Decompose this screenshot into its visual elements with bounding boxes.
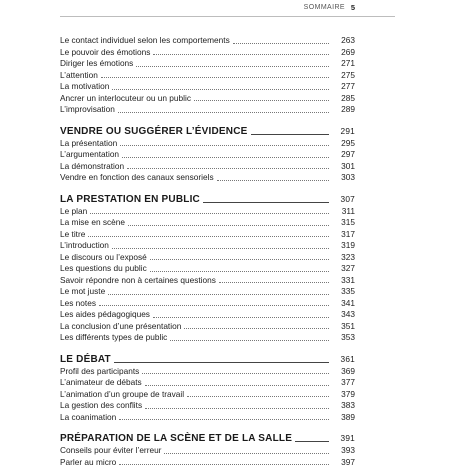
toc-entry[interactable] (60, 149, 355, 161)
section-rule (114, 362, 329, 363)
toc-entry[interactable] (60, 229, 355, 241)
dot-leader (119, 464, 329, 465)
toc-section-heading[interactable] (60, 193, 355, 206)
entry-title: La mise en scène (60, 217, 125, 229)
entry-title: Profil des participants (60, 366, 139, 378)
toc-entry[interactable] (60, 377, 355, 389)
entry-page-number: 353 (333, 332, 355, 344)
toc-section-heading[interactable] (60, 125, 355, 138)
toc-entry[interactable] (60, 138, 355, 150)
toc-section-heading[interactable] (60, 432, 355, 445)
dot-leader (112, 89, 329, 90)
section-title: LE DÉBAT (60, 353, 111, 366)
entry-page-number: 327 (333, 263, 355, 275)
entry-page-number: 317 (333, 229, 355, 241)
dot-leader (112, 248, 329, 249)
section-rule (295, 441, 329, 442)
entry-title: Les différents types de public (60, 332, 167, 344)
entry-title: Savoir répondre non à certaines questions (60, 275, 216, 287)
dot-leader (150, 259, 329, 260)
entry-page-number: 301 (333, 161, 355, 173)
dot-leader (219, 282, 329, 283)
page-header (60, 4, 395, 17)
entry-page-number: 369 (333, 366, 355, 378)
dot-leader (233, 43, 329, 44)
toc-entry[interactable] (60, 240, 355, 252)
dot-leader (136, 66, 329, 67)
entry-title: Le pouvoir des émotions (60, 47, 150, 59)
entry-title: L’animateur de débats (60, 377, 142, 389)
entry-page-number: 303 (333, 172, 355, 184)
toc-entry[interactable] (60, 298, 355, 310)
entry-title: Conseils pour éviter l’erreur (60, 445, 161, 457)
running-header-title: SOMMAIRE (304, 4, 345, 11)
section-page-number: 291 (333, 125, 355, 138)
entry-title: Le plan (60, 206, 87, 218)
dot-leader (142, 373, 329, 374)
entry-title: L’argumentation (60, 149, 119, 161)
toc-entry[interactable] (60, 172, 355, 184)
entry-title: Le mot juste (60, 286, 105, 298)
entry-page-number: 323 (333, 252, 355, 264)
toc-entry[interactable] (60, 47, 355, 59)
toc-entry[interactable] (60, 321, 355, 333)
dot-leader (99, 305, 329, 306)
section-page-number: 361 (333, 353, 355, 366)
toc-entry[interactable] (60, 412, 355, 424)
toc-entry[interactable] (60, 309, 355, 321)
entry-title: La conclusion d’une présentation (60, 321, 181, 333)
section-spacer (60, 423, 355, 432)
toc-entry[interactable] (60, 366, 355, 378)
toc-entry[interactable] (60, 161, 355, 173)
section-page-number: 391 (333, 432, 355, 445)
entry-title: L’attention (60, 70, 98, 82)
toc-entry[interactable] (60, 217, 355, 229)
dot-leader (88, 236, 329, 237)
toc-entry[interactable] (60, 445, 355, 457)
section-rule (251, 134, 330, 135)
toc-section-heading[interactable] (60, 353, 355, 366)
toc-entry[interactable] (60, 252, 355, 264)
toc-entry[interactable] (60, 104, 355, 116)
entry-title: La démonstration (60, 161, 124, 173)
entry-title: Ancrer un interlocuteur ou un public (60, 93, 191, 105)
entry-page-number: 397 (333, 457, 355, 468)
section-page-number: 307 (333, 193, 355, 206)
entry-page-number: 315 (333, 217, 355, 229)
entry-title: Le contact individuel selon les comportements (60, 35, 230, 47)
section-title: PRÉPARATION DE LA SCÈNE ET DE LA SALLE (60, 432, 292, 445)
entry-title: La présentation (60, 138, 117, 150)
section-spacer (60, 184, 355, 193)
entry-page-number: 335 (333, 286, 355, 298)
table-of-contents (60, 35, 355, 468)
entry-title: Les questions du public (60, 263, 147, 275)
toc-entry[interactable] (60, 400, 355, 412)
entry-page-number: 311 (333, 206, 355, 218)
page-number: 5 (351, 3, 355, 12)
dot-leader (153, 54, 329, 55)
entry-title: Le discours ou l’exposé (60, 252, 147, 264)
entry-page-number: 379 (333, 389, 355, 401)
entry-page-number: 295 (333, 138, 355, 150)
entry-page-number: 271 (333, 58, 355, 70)
dot-leader (122, 157, 329, 158)
dot-leader (217, 180, 329, 181)
entry-title: Les notes (60, 298, 96, 310)
dot-leader (184, 328, 329, 329)
dot-leader (128, 225, 329, 226)
entry-title: La coanimation (60, 412, 116, 424)
dot-leader (194, 100, 329, 101)
dot-leader (150, 271, 329, 272)
entry-title: La motivation (60, 81, 109, 93)
entry-page-number: 331 (333, 275, 355, 287)
entry-page-number: 351 (333, 321, 355, 333)
entry-page-number: 343 (333, 309, 355, 321)
toc-entry[interactable] (60, 70, 355, 82)
section-title: VENDRE OU SUGGÉRER L’ÉVIDENCE (60, 125, 248, 138)
toc-entry[interactable] (60, 286, 355, 298)
toc-entry[interactable] (60, 35, 355, 47)
entry-page-number: 297 (333, 149, 355, 161)
toc-entry[interactable] (60, 58, 355, 70)
toc-entry[interactable] (60, 263, 355, 275)
entry-page-number: 377 (333, 377, 355, 389)
entry-title: Vendre en fonction des canaux sensoriels (60, 172, 214, 184)
entry-title: Les aides pédagogiques (60, 309, 150, 321)
toc-entry[interactable] (60, 81, 355, 93)
dot-leader (145, 385, 329, 386)
entry-title: La gestion des conflits (60, 400, 142, 412)
toc-entry[interactable] (60, 206, 355, 218)
dot-leader (187, 396, 329, 397)
entry-page-number: 289 (333, 104, 355, 116)
dot-leader (108, 294, 329, 295)
dot-leader (127, 168, 329, 169)
dot-leader (145, 408, 329, 409)
dot-leader (120, 145, 329, 146)
dot-leader (164, 453, 329, 454)
toc-entry[interactable] (60, 389, 355, 401)
section-rule (203, 202, 329, 203)
section-spacer (60, 344, 355, 353)
toc-entry[interactable] (60, 93, 355, 105)
toc-entry[interactable] (60, 275, 355, 287)
entry-page-number: 383 (333, 400, 355, 412)
entry-title: L’improvisation (60, 104, 115, 116)
dot-leader (170, 340, 329, 341)
dot-leader (90, 213, 329, 214)
entry-page-number: 285 (333, 93, 355, 105)
entry-page-number: 277 (333, 81, 355, 93)
dot-leader (119, 419, 329, 420)
dot-leader (118, 112, 329, 113)
entry-page-number: 341 (333, 298, 355, 310)
dot-leader (153, 317, 329, 318)
toc-entry[interactable] (60, 457, 355, 468)
entry-page-number: 269 (333, 47, 355, 59)
entry-page-number: 389 (333, 412, 355, 424)
entry-title: Le titre (60, 229, 85, 241)
entry-title: Parler au micro (60, 457, 116, 468)
entry-page-number: 393 (333, 445, 355, 457)
toc-entry[interactable] (60, 332, 355, 344)
entry-title: L’introduction (60, 240, 109, 252)
entry-title: L’animation d’un groupe de travail (60, 389, 184, 401)
dot-leader (101, 77, 329, 78)
section-spacer (60, 116, 355, 125)
entry-page-number: 263 (333, 35, 355, 47)
entry-page-number: 319 (333, 240, 355, 252)
entry-title: Diriger les émotions (60, 58, 133, 70)
entry-page-number: 275 (333, 70, 355, 82)
section-title: LA PRESTATION EN PUBLIC (60, 193, 200, 206)
